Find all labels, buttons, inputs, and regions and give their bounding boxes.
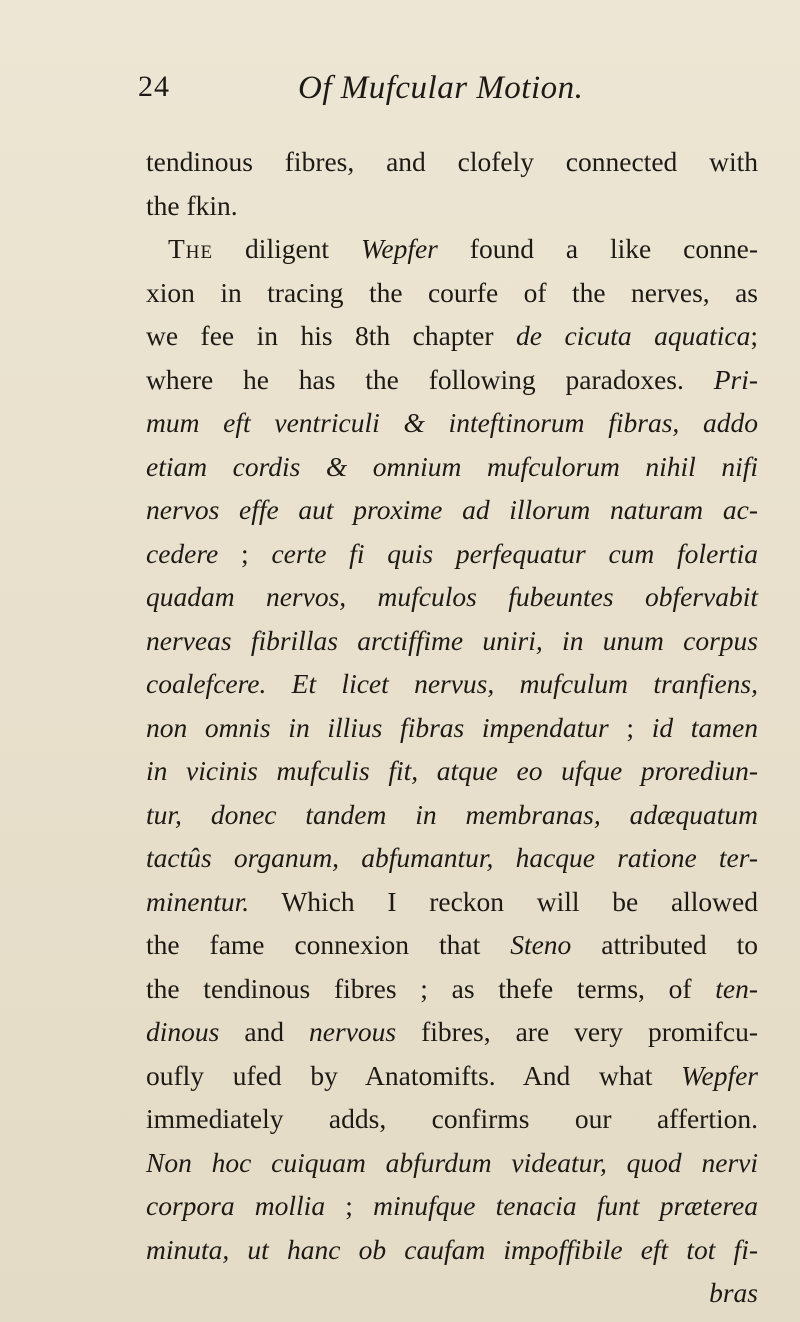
text-line <box>146 793 758 837</box>
text-segment: minuta, ut hanc ob caufam impoffibile eft tot fi- <box>146 1233 758 1265</box>
text-line <box>146 836 758 880</box>
text-segment: we fee in his 8th chapter <box>146 320 517 351</box>
text-segment: nerveas fibrillas arctiffime uniri, in unum corpus <box>146 624 758 656</box>
text-line <box>146 532 758 576</box>
text-segment: corpora mollia <box>146 1190 326 1221</box>
text-line <box>146 1054 758 1098</box>
text-line <box>146 488 758 532</box>
body-text <box>146 140 758 1315</box>
text-line <box>146 749 758 793</box>
text-line <box>146 923 758 967</box>
text-line <box>146 706 758 750</box>
text-segment: dinous <box>146 1016 220 1047</box>
text-segment: minentur. <box>146 885 250 917</box>
text-line <box>146 619 758 663</box>
text-segment: quadam nervos, mufculos fubeuntes obfervabit <box>146 581 758 612</box>
text-segment: ; <box>750 320 758 351</box>
text-segment: cedere <box>146 537 219 569</box>
text-segment: coalefcere. Et licet nervus, mufculum tranfiens, <box>146 668 758 699</box>
text-segment: non omnis in illius fibras impendatur <box>146 711 609 743</box>
text-line <box>146 1184 758 1228</box>
text-segment: nervous <box>309 1016 397 1047</box>
text-segment: certe fi quis perfequatur cum folertia <box>271 537 759 569</box>
text-segment: de cicuta aquatica <box>516 320 751 351</box>
text-segment: tendinous fibres, and clofely connected with <box>146 146 758 177</box>
text-segment: immediately adds, confirms our affertion. <box>146 1103 758 1134</box>
text-line <box>146 227 758 271</box>
text-segment: id tamen <box>651 711 758 743</box>
text-line <box>146 445 758 489</box>
text-segment: Wepfer <box>681 1059 758 1091</box>
text-line <box>146 1097 758 1141</box>
text-segment: the fkin. <box>146 189 238 221</box>
text-segment: Which I reckon will be allowed <box>249 885 758 917</box>
text-segment: nervos effe aut proxime ad illorum naturam ac- <box>146 494 758 525</box>
page-number: 24 <box>138 70 170 103</box>
text-line <box>146 880 758 924</box>
text-segment: found a like conne- <box>437 233 758 264</box>
text-line <box>146 575 758 619</box>
text-line <box>146 401 758 445</box>
page-header <box>138 70 758 114</box>
text-line <box>146 271 758 315</box>
text-segment: Pri- <box>713 363 758 395</box>
catchword: bras <box>709 1277 758 1308</box>
running-head: Of Mufcular Motion. <box>298 70 584 106</box>
text-line <box>146 140 758 184</box>
text-segment: tactûs organum, abfumantur, hacque ratione ter- <box>146 842 758 873</box>
text-segment: attributed to <box>571 929 758 960</box>
text-line <box>146 184 758 228</box>
text-segment: oufly ufed by Anatomifts. And what <box>146 1059 682 1091</box>
text-segment: in vicinis mufculis fit, atque eo ufque prorediun- <box>146 755 758 786</box>
text-segment: fibres, are very promifcu- <box>396 1016 758 1047</box>
text-segment: etiam cordis & omnium mufculorum nihil nifi <box>146 450 758 482</box>
text-segment: and <box>219 1016 310 1047</box>
text-segment: where he has the following paradoxes. <box>146 363 714 395</box>
text-segment: The <box>168 233 214 264</box>
text-segment: Wepfer <box>361 233 438 264</box>
text-segment: ; <box>218 537 272 569</box>
text-segment: the fame connexion that <box>146 929 511 960</box>
text-segment: Non hoc cuiquam abfurdum videatur, quod nervi <box>146 1146 758 1178</box>
text-segment: xion in tracing the courfe of the nerves, as <box>146 276 758 308</box>
text-line <box>146 358 758 402</box>
text-line <box>146 1010 758 1054</box>
text-segment: minufque tenacia funt præterea <box>373 1190 758 1221</box>
text-line <box>146 662 758 706</box>
text-segment: the tendinous fibres ; as thefe terms, of <box>146 972 716 1004</box>
text-line <box>146 1228 758 1272</box>
text-segment: ten- <box>715 972 758 1004</box>
text-segment: Steno <box>510 929 572 960</box>
text-segment: diligent <box>213 233 361 264</box>
text-segment: tur, donec tandem in membranas, adæquatum <box>146 798 758 830</box>
text-line <box>146 314 758 358</box>
text-segment: ; <box>325 1190 374 1221</box>
text-line <box>146 967 758 1011</box>
text-segment: ; <box>608 711 652 743</box>
text-line <box>146 1141 758 1185</box>
text-segment: mum eft ventriculi & inteftinorum fibras, addo <box>146 407 758 438</box>
